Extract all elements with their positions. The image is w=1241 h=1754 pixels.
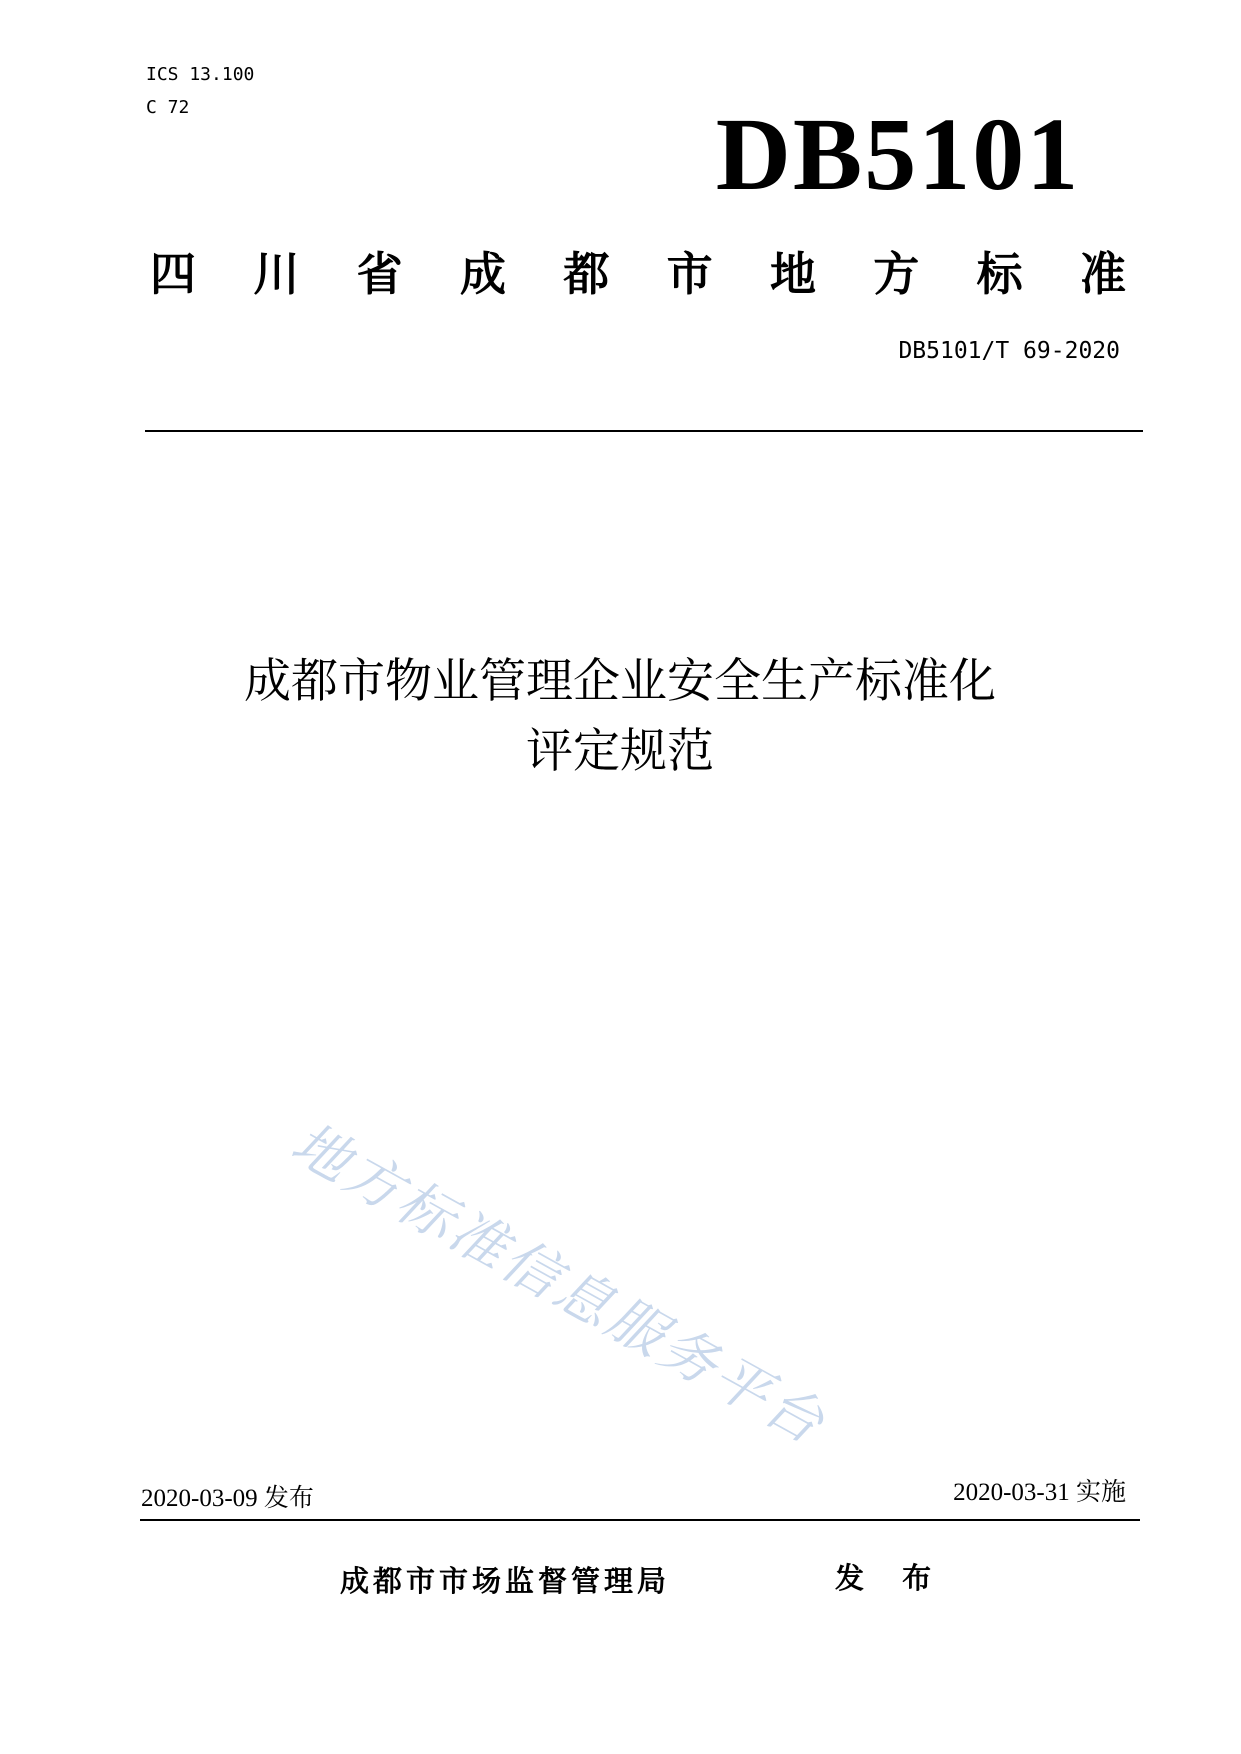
region-char: 市 <box>666 247 713 301</box>
ccs-code: C 72 <box>146 97 190 118</box>
ics-code: ICS 13.100 <box>146 64 255 85</box>
region-char: 川 <box>253 247 300 301</box>
document-title-line-1: 成都市物业管理企业安全生产标准化 <box>244 654 996 709</box>
region-char: 省 <box>356 247 403 301</box>
issuing-authority: 成都市市场监督管理局 <box>340 1564 671 1598</box>
region-char: 标 <box>976 247 1023 301</box>
issue-label: 发 布 <box>835 1561 946 1595</box>
effective-date: 2020-03-31 实施 <box>953 1479 1126 1506</box>
watermark: 地方标准信息服务平台 <box>280 1110 837 1459</box>
header-divider <box>145 430 1143 432</box>
region-char: 地 <box>769 247 816 301</box>
document-title-line-2: 评定规范 <box>526 724 714 779</box>
region-char: 四 <box>150 247 196 301</box>
standard-logo: DB5101 <box>715 97 1081 212</box>
region-char: 方 <box>873 247 920 301</box>
region-char: 准 <box>1079 247 1126 301</box>
region-standard-label <box>148 243 1128 299</box>
footer-divider <box>140 1519 1140 1521</box>
region-char: 成 <box>459 247 506 301</box>
region-char: 都 <box>563 247 610 301</box>
publish-date: 2020-03-09 发布 <box>141 1485 314 1512</box>
standard-number: DB5101/T 69-2020 <box>898 338 1120 364</box>
